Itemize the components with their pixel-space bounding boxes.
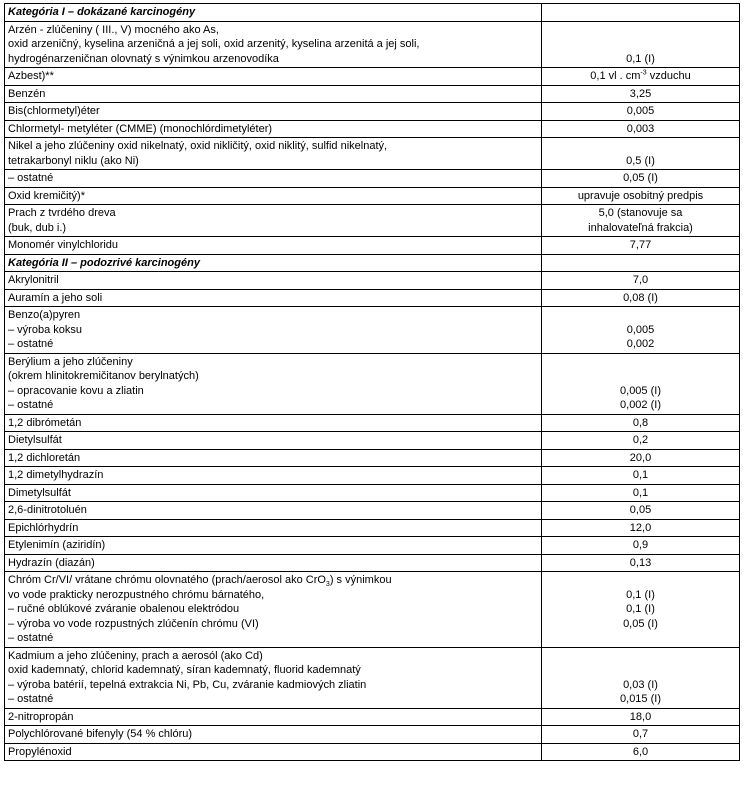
- limit-value-cell: [542, 502, 740, 520]
- limit-value: 0,1 (I): [626, 52, 655, 65]
- limit-value: [545, 631, 736, 646]
- substance-line: Azbest)**: [8, 70, 54, 82]
- substance-line: vo vode prakticky nerozpustného chrómu bárnatého,: [8, 588, 265, 601]
- limit-value-cell: [542, 414, 740, 432]
- table-row: [5, 647, 740, 708]
- limit-value: 0,8: [632, 416, 649, 429]
- substance-line: Polychlórované bifenyly (54 % chlóru): [8, 728, 193, 740]
- limit-value: 12,0: [629, 521, 652, 534]
- substance-line: Chlormetyl- metyléter (CMME) (monochlórdimetyléter): [8, 122, 273, 135]
- limit-value: 0,05: [629, 504, 652, 516]
- substance-cell: [5, 432, 542, 450]
- table-row: [5, 85, 740, 103]
- substance-cell: [5, 467, 542, 485]
- substance-line: 2,6-dinitrotoluén: [8, 504, 87, 516]
- table-row: [5, 120, 740, 138]
- limit-value: 0,1: [632, 486, 649, 499]
- substance-line: – ručné oblúkové zváranie obalenou elektródou: [8, 603, 240, 615]
- limit-value: [545, 649, 736, 664]
- carcinogen-limits-table: [4, 3, 740, 761]
- limit-value: 0,03 (I): [623, 678, 658, 691]
- substance-line: 1,2 dimetylhydrazín: [8, 469, 104, 481]
- limit-value: 0,1 (I): [626, 603, 655, 615]
- substance-cell: [5, 519, 542, 537]
- substance-cell: [5, 289, 542, 307]
- substance-line: Dimetylsulfát: [8, 486, 71, 499]
- substance-line: Bis(chlormetyl)éter: [8, 105, 100, 117]
- limit-value-cell: [542, 170, 740, 188]
- limit-value: 0,005: [626, 105, 655, 117]
- table-row: [5, 103, 740, 121]
- substance-cell: [5, 502, 542, 520]
- limit-value: 0,9: [632, 539, 649, 551]
- limit-value: 6,0: [632, 745, 649, 758]
- limit-value-cell: [542, 708, 740, 726]
- substance-line: Berýlium a jeho zlúčeniny: [8, 355, 133, 368]
- substance-cell: [5, 484, 542, 502]
- limit-value-cell: [542, 726, 740, 744]
- substance-line: Hydrazín (diazán): [8, 556, 95, 569]
- substance-cell: [5, 237, 542, 255]
- limit-value: 0,05 (I): [623, 172, 658, 184]
- table-row: [5, 353, 740, 414]
- limit-value-cell: [542, 272, 740, 290]
- substance-cell: [5, 170, 542, 188]
- limit-value: 18,0: [629, 710, 652, 723]
- table-row: [5, 554, 740, 572]
- substance-line: Kategória II – podozrivé karcinogény: [8, 256, 200, 269]
- substance-line: oxid kademnatý, chlorid kademnatý, síran kademnatý, fluorid kademnatý: [8, 664, 361, 676]
- limit-value: 0,002: [626, 338, 655, 350]
- limit-value-cell: [542, 289, 740, 307]
- limit-value-cell: [542, 237, 740, 255]
- limit-value-cell: [542, 103, 740, 121]
- substance-line: – ostatné: [8, 632, 54, 644]
- table-row: [5, 68, 740, 86]
- substance-cell: [5, 205, 542, 237]
- limit-value-cell: [542, 68, 740, 86]
- substance-cell: [5, 307, 542, 354]
- substance-cell: [5, 120, 542, 138]
- substance-line: – ostatné: [8, 399, 54, 411]
- table-body: [5, 4, 740, 761]
- limit-value-cell: [542, 647, 740, 708]
- limit-value-cell: [542, 519, 740, 537]
- limit-value: [545, 369, 736, 384]
- substance-line: Dietylsulfát: [8, 434, 62, 446]
- substance-cell: [5, 187, 542, 205]
- limit-value: 7,0: [632, 274, 649, 286]
- substance-cell: [5, 572, 542, 648]
- table-row: [5, 237, 740, 255]
- limit-value-cell: [542, 21, 740, 68]
- limit-value: 0,015 (I): [620, 693, 661, 705]
- table-row: [5, 205, 740, 237]
- substance-line: Benzén: [8, 87, 46, 100]
- substance-line: hydrogénarzeničnan olovnatý s výnimkou arzenovodíka: [8, 52, 279, 65]
- table-row: [5, 138, 740, 170]
- table-row: [5, 432, 740, 450]
- table-row: [5, 272, 740, 290]
- limit-value: [545, 355, 736, 370]
- limit-value: 0,005 (I): [620, 384, 661, 397]
- limit-value: [545, 5, 736, 20]
- substance-line: 2-nitropropán: [8, 710, 74, 723]
- limit-value-cell: [542, 449, 740, 467]
- table-row: [5, 414, 740, 432]
- substance-line: Arzén - zlúčeniny ( III., V) mocného ako As,: [8, 23, 219, 36]
- substance-cell: [5, 353, 542, 414]
- substance-line: Nikel a jeho zlúčeniny oxid nikelnatý, oxid nikličitý, oxid niklitý, sulfid nikelnatý,: [8, 140, 388, 152]
- substance-line: Chróm Cr/VI/ vrátane chrómu olovnatého (prach/aerosol ako CrO$_3$) s výnimkou: [8, 574, 392, 589]
- limit-value: 0,5 (I): [626, 154, 655, 167]
- substance-line: – ostatné: [8, 693, 54, 705]
- substance-line: Oxid kremičitý)*: [8, 189, 86, 202]
- limit-value-cell: [542, 572, 740, 648]
- table-row: [5, 289, 740, 307]
- table-row: [5, 726, 740, 744]
- substance-cell: [5, 103, 542, 121]
- limit-value-cell: [542, 554, 740, 572]
- limit-value: 0,1 vl . $cm^{-3}$ vzduchu: [590, 69, 691, 82]
- limit-value: 0,002 (I): [620, 399, 661, 411]
- substance-line: – ostatné: [8, 338, 54, 350]
- limit-value: 3,25: [629, 87, 652, 100]
- substance-line: Auramín a jeho soli: [8, 291, 103, 304]
- limit-value: inhalovateľná frakcia): [588, 221, 693, 234]
- category-title: [5, 4, 542, 22]
- limit-value: [545, 663, 736, 678]
- limit-value: 0,7: [632, 728, 649, 740]
- limit-value-cell: [542, 205, 740, 237]
- substance-cell: [5, 554, 542, 572]
- limit-value: 0,08 (I): [623, 291, 658, 304]
- table-row: [5, 502, 740, 520]
- limit-value: upravuje osobitný predpis: [577, 189, 704, 202]
- substance-line: Propylénoxid: [8, 745, 72, 758]
- limit-value: 0,1 (I): [626, 588, 655, 601]
- limit-value-cell: [542, 537, 740, 555]
- substance-line: tetrakarbonyl niklu (ako Ni): [8, 154, 139, 167]
- limit-value: 0,13: [629, 556, 652, 569]
- substance-line: 1,2 dichloretán: [8, 451, 81, 464]
- substance-line: Benzo(a)pyren: [8, 309, 81, 321]
- substance-cell: [5, 743, 542, 761]
- substance-line: – výroba batérií, tepelná extrakcia Ni, Pb, Cu, zváranie kadmiových zliatin: [8, 678, 367, 691]
- substance-cell: [5, 138, 542, 170]
- substance-cell: [5, 414, 542, 432]
- substance-cell: [5, 449, 542, 467]
- limit-value-cell: [542, 4, 740, 22]
- limit-value: [545, 308, 736, 323]
- table-row: [5, 708, 740, 726]
- substance-line: – opracovanie kovu a zliatin: [8, 384, 144, 397]
- substance-cell: [5, 272, 542, 290]
- limit-value-cell: [542, 187, 740, 205]
- limit-value-cell: [542, 254, 740, 272]
- limit-value: [545, 573, 736, 588]
- table-row: [5, 467, 740, 485]
- table-row: [5, 572, 740, 648]
- table-row: [5, 537, 740, 555]
- table-row: [5, 743, 740, 761]
- substance-line: – ostatné: [8, 172, 54, 184]
- substance-line: (okrem hlinitokremičitanov berylnatých): [8, 370, 199, 382]
- limit-value-cell: [542, 743, 740, 761]
- substance-cell: [5, 726, 542, 744]
- substance-cell: [5, 85, 542, 103]
- table-row: [5, 307, 740, 354]
- limit-value-cell: [542, 120, 740, 138]
- substance-line: Prach z tvrdého dreva: [8, 207, 116, 219]
- table-row: [5, 170, 740, 188]
- category-title: [5, 254, 542, 272]
- substance-line: Akrylonitril: [8, 274, 59, 286]
- substance-line: oxid arzeničný, kyselina arzeničná a jej soli, oxid arzenitý, kyselina arzenitá a jej soli,: [8, 38, 420, 50]
- substance-line: Etylenimín (aziridín): [8, 539, 106, 551]
- substance-cell: [5, 647, 542, 708]
- table-row: [5, 187, 740, 205]
- table-row: [5, 449, 740, 467]
- category-header-row: [5, 4, 740, 22]
- category-header-row: [5, 254, 740, 272]
- table-row: [5, 21, 740, 68]
- limit-value-cell: [542, 138, 740, 170]
- substance-line: Kadmium a jeho zlúčeniny, prach a aerosól (ako Cd): [8, 649, 263, 662]
- substance-cell: [5, 21, 542, 68]
- limit-value-cell: [542, 484, 740, 502]
- substance-cell: [5, 708, 542, 726]
- substance-line: 1,2 dibrómetán: [8, 416, 82, 429]
- limit-value-cell: [542, 307, 740, 354]
- limit-value: 20,0: [629, 451, 652, 464]
- limit-value-cell: [542, 85, 740, 103]
- limit-value: [545, 256, 736, 271]
- limit-value-cell: [542, 353, 740, 414]
- substance-line: Monomér vinylchloridu: [8, 239, 119, 251]
- substance-line: Kategória I – dokázané karcinogény: [8, 6, 196, 18]
- substance-line: (buk, dub i.): [8, 221, 67, 234]
- table-row: [5, 484, 740, 502]
- limit-value: 0,05 (I): [623, 617, 658, 630]
- table-row: [5, 519, 740, 537]
- substance-line: Epichlórhydrín: [8, 521, 79, 534]
- limit-value: 0,005: [626, 323, 655, 336]
- limit-value: 0,003: [626, 122, 655, 135]
- substance-line: – výroba vo vode rozpustných zlúčenín chrómu (VI): [8, 617, 259, 630]
- limit-value: 5,0 (stanovuje sa: [598, 207, 683, 219]
- substance-cell: [5, 68, 542, 86]
- limit-value: 0,2: [632, 434, 649, 446]
- substance-cell: [5, 537, 542, 555]
- limit-value-cell: [542, 432, 740, 450]
- limit-value: 0,1: [632, 469, 649, 481]
- limit-value-cell: [542, 467, 740, 485]
- limit-value: 7,77: [629, 239, 652, 251]
- substance-line: – výroba koksu: [8, 323, 82, 336]
